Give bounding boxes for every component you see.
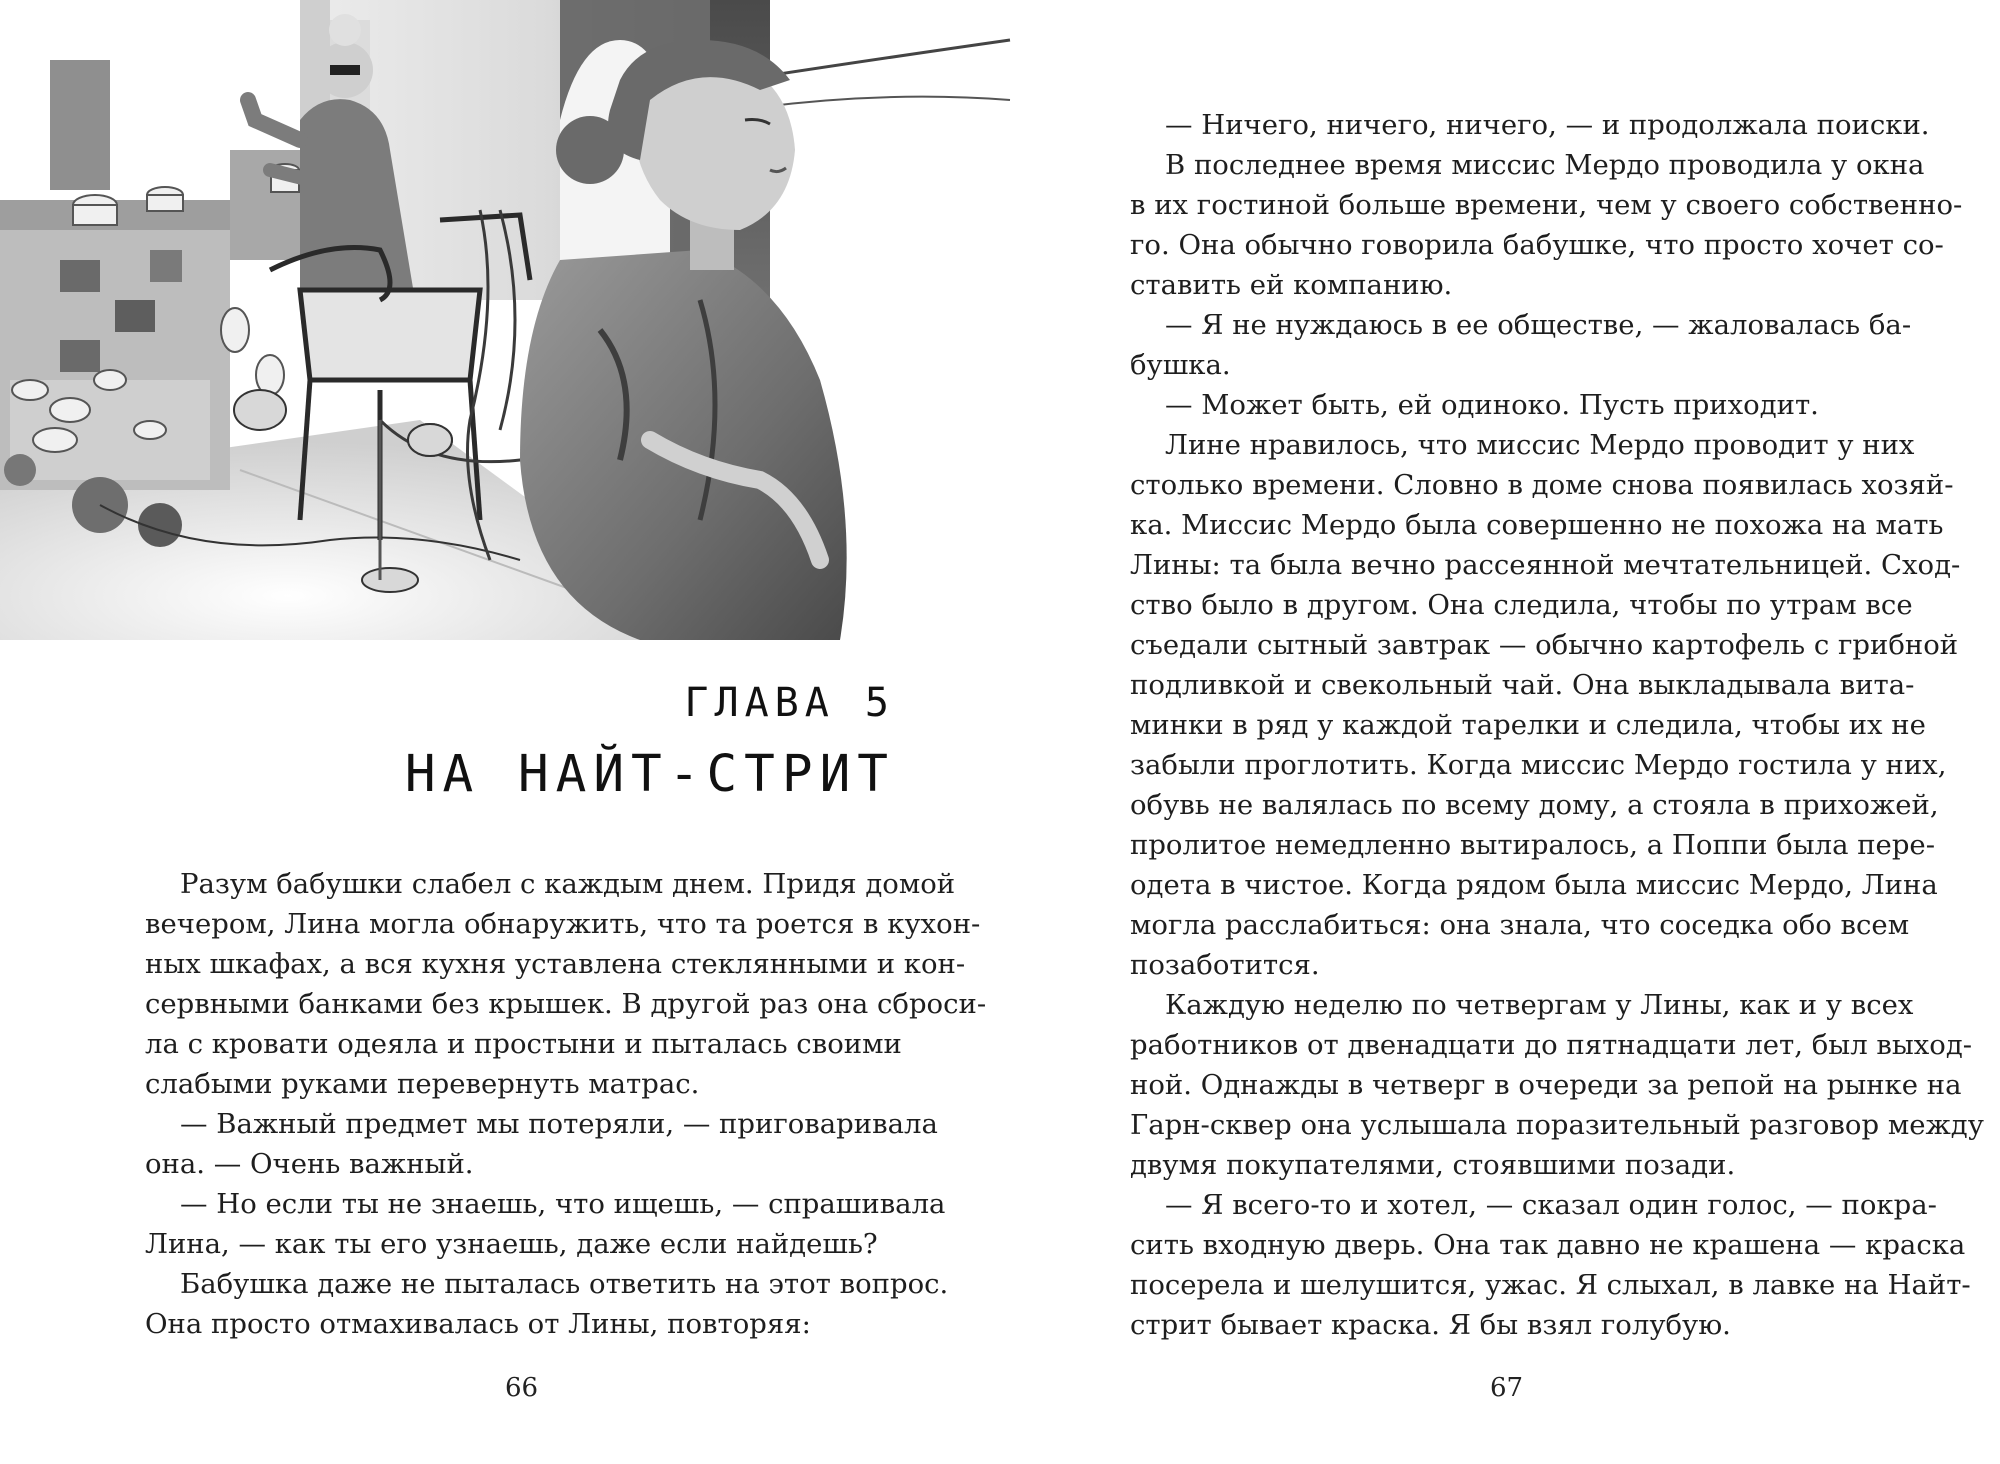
illustration-drawing — [0, 0, 1015, 650]
text-line: вечером, Лина могла обнаружить, что та роется в кухон- — [145, 908, 981, 940]
text-line: работников от двенадцати до пятнадцати лет, был выход- — [1130, 1029, 1973, 1061]
text-line: ной. Однажды в четверг в очереди за репой на рынке на — [1130, 1069, 1962, 1101]
page-number-left: 66 — [505, 1373, 539, 1403]
chapter-number: ГЛАВА 5 — [684, 680, 895, 726]
text-line: обувь не валялась по всему дому, а стояла в прихожей, — [1130, 789, 1939, 821]
text-line: одета в чистое. Когда рядом была миссис Мердо, Лина — [1130, 869, 1938, 901]
text-line: минки в ряд у каждой тарелки и следила, чтобы их не — [1130, 709, 1926, 741]
text-line: подливкой и свекольный чай. Она выкладывала вита- — [1130, 669, 1915, 701]
text-line: сервными банками без крышек. В другой раз она сброси- — [145, 988, 987, 1020]
text-line: столько времени. Словно в доме снова появилась хозяй- — [1130, 469, 1954, 501]
page-number-right: 67 — [1490, 1373, 1524, 1403]
text-line: позаботится. — [1130, 949, 1320, 981]
text-line: в их гостиной больше времени, чем у своего собственно- — [1130, 189, 1963, 221]
text-line: забыли проглотить. Когда миссис Мердо гостила у них, — [1130, 749, 1947, 781]
text-line: ка. Миссис Мердо была совершенно не похожа на мать — [1130, 509, 1944, 541]
text-line: посерела и шелушится, ужас. Я слыхал, в лавке на Найт- — [1130, 1269, 1971, 1301]
text-line: Каждую неделю по четвергам у Лины, как и у всех — [1165, 989, 1914, 1021]
text-line: — Я не нуждаюсь в ее обществе, — жаловалась ба- — [1165, 309, 1912, 341]
text-line: съедали сытный завтрак — обычно картофель с грибной — [1130, 629, 1959, 661]
text-line: могла расслабиться: она знала, что соседка обо всем — [1130, 909, 1910, 941]
text-line: ство было в другом. Она следила, чтобы по утрам все — [1130, 589, 1913, 621]
text-line: В последнее время миссис Мердо проводила у окна — [1165, 149, 1925, 181]
chapter-illustration — [0, 0, 1015, 650]
text-line: го. Она обычно говорила бабушке, что просто хочет со- — [1130, 229, 1944, 261]
text-line: пролитое немедленно вытиралось, а Поппи была пере- — [1130, 829, 1935, 861]
text-line: — Может быть, ей одиноко. Пусть приходит. — [1165, 389, 1819, 421]
text-line: Бабушка даже не пыталась ответить на этот вопрос. — [180, 1268, 949, 1300]
text-line: — Я всего-то и хотел, — сказал один голос, — покра- — [1165, 1189, 1937, 1221]
text-line: слабыми руками перевернуть матрас. — [145, 1068, 700, 1100]
text-line: Лина, — как ты его узнаешь, даже если найдешь? — [145, 1228, 878, 1260]
text-line: Лине нравилось, что миссис Мердо проводит у них — [1165, 429, 1915, 461]
text-line: сить входную дверь. Она так давно не крашена — краска — [1130, 1229, 1966, 1261]
text-line: ставить ей компанию. — [1130, 269, 1453, 301]
right-page-text — [1130, 105, 1984, 1345]
text-line: — Но если ты не знаешь, что ищешь, — спрашивала — [180, 1188, 946, 1220]
text-line: Гарн-сквер она услышала поразительный разговор между — [1130, 1109, 1984, 1141]
text-line: двумя покупателями, стоявшими позади. — [1130, 1149, 1736, 1181]
text-line: она. — Очень важный. — [145, 1148, 474, 1180]
right-page — [1000, 0, 2000, 1464]
left-page-text — [145, 864, 987, 1344]
text-line: Лины: та была вечно рассеянной мечтательницей. Сход- — [1130, 549, 1961, 581]
text-line: — Ничего, ничего, ничего, — и продолжала поиски. — [1165, 109, 1930, 141]
text-line: стрит бывает краска. Я бы взял голубую. — [1130, 1309, 1731, 1341]
text-line: Она просто отмахивалась от Лины, повторяя: — [145, 1308, 811, 1340]
text-line: Разум бабушки слабел с каждым днем. Придя домой — [180, 868, 956, 900]
text-line: ных шкафах, а вся кухня уставлена стеклянными и кон- — [145, 948, 966, 980]
text-line: бушка. — [1130, 349, 1231, 381]
text-line: ла с кровати одеяла и простыни и пыталась своими — [145, 1028, 902, 1060]
chapter-title: НА НАЙТ-СТРИТ — [404, 745, 895, 804]
text-line: — Важный предмет мы потеряли, — приговаривала — [180, 1108, 938, 1140]
